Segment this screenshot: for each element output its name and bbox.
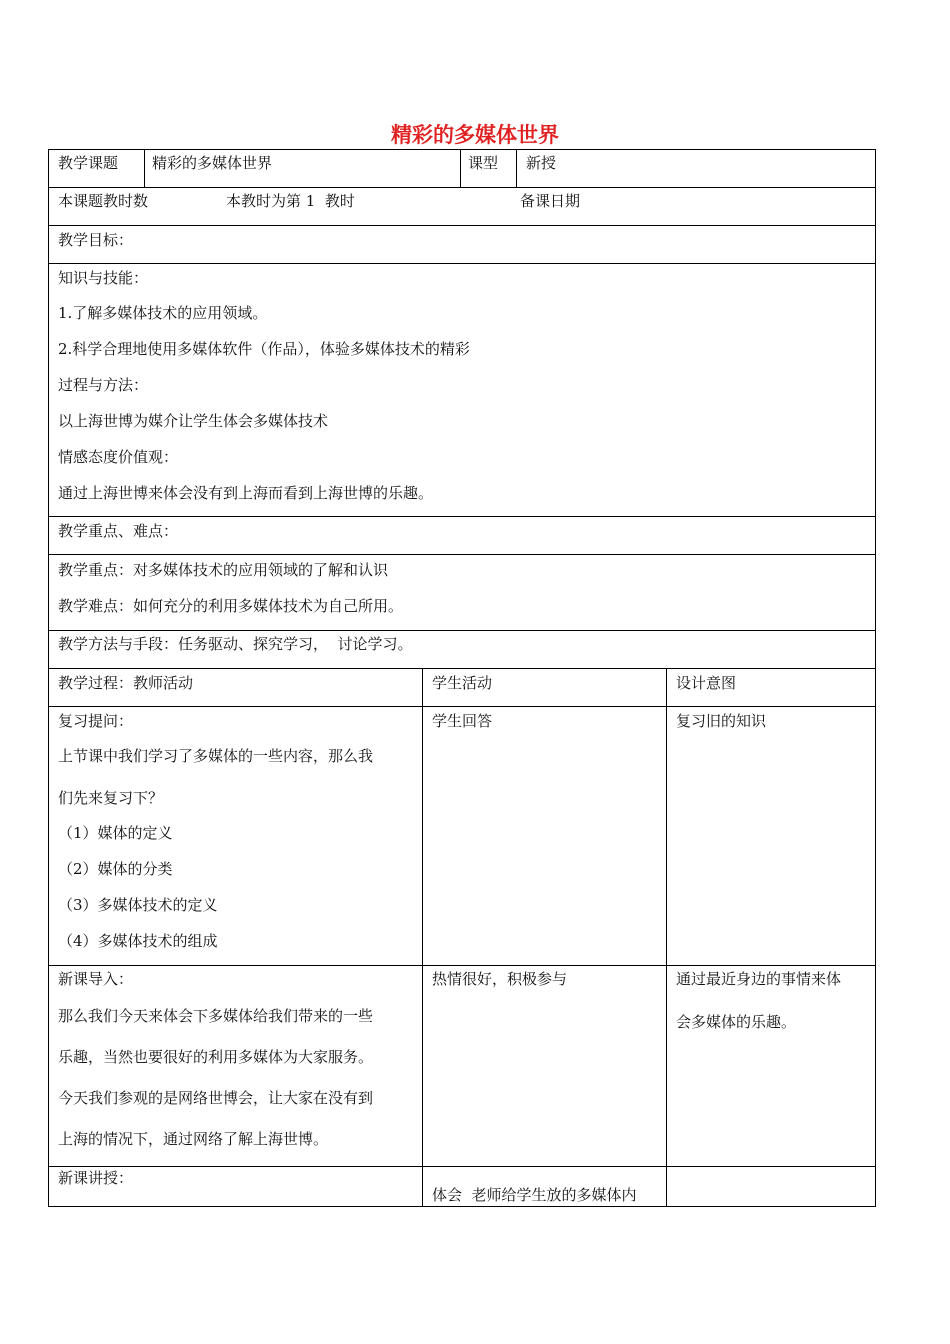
- objective-line: 通过上海世博来体会没有到上海而看到上海世博的乐趣。: [58, 484, 434, 502]
- total-hours-label: 本课题教时数: [58, 192, 149, 210]
- table-rule: [875, 149, 876, 1207]
- table-rule: [48, 225, 876, 226]
- intro-teacher-line: 新课导入：: [58, 970, 134, 988]
- intro-student-activity: 热情很好，积极参与: [432, 970, 568, 988]
- table-rule: [48, 1206, 876, 1207]
- table-rule: [516, 149, 517, 187]
- table-rule: [48, 668, 876, 669]
- lecture-teacher-line: 新课讲授：: [58, 1169, 134, 1187]
- review-teacher-line: （1）媒体的定义: [58, 824, 173, 842]
- table-rule: [48, 630, 876, 631]
- review-teacher-line: （2）媒体的分类: [58, 860, 173, 878]
- course-topic-label: 教学课题: [58, 154, 119, 172]
- lesson-type-label: 课型: [468, 154, 499, 172]
- objective-line: 以上海世博为媒介让学生体会多媒体技术: [58, 412, 329, 430]
- review-teacher-line: （4）多媒体技术的组成: [58, 932, 218, 950]
- table-rule: [144, 149, 145, 187]
- objective-line: 过程与方法：: [58, 376, 149, 394]
- table-rule: [666, 668, 667, 1207]
- intro-teacher-line: 那么我们今天来体会下多媒体给我们带来的一些: [58, 1007, 374, 1025]
- table-rule: [48, 516, 876, 517]
- intro-design-intent-line: 通过最近身边的事情来体: [676, 970, 842, 988]
- key-points-header: 教学重点、难点：: [58, 522, 179, 540]
- review-teacher-line: 上节课中我们学习了多媒体的一些内容，那么我: [58, 747, 374, 765]
- prep-date-label: 备课日期: [520, 192, 581, 210]
- table-rule: [48, 149, 49, 1207]
- key-point-line: 教学难点：如何充分的利用多媒体技术为自己所用。: [58, 597, 404, 615]
- table-rule: [48, 965, 876, 966]
- table-rule: [48, 149, 876, 150]
- table-rule: [422, 668, 423, 1207]
- current-lesson-label: 本教时为第 1 教时: [226, 192, 355, 210]
- intro-teacher-line: 乐趣，当然也要很好的利用多媒体为大家服务。: [58, 1048, 374, 1066]
- review-design-intent: 复习旧的知识: [676, 712, 767, 730]
- intro-design-intent-line: 会多媒体的乐趣。: [676, 1013, 797, 1031]
- table-rule: [48, 263, 876, 264]
- table-rule: [48, 187, 876, 188]
- key-point-line: 教学重点：对多媒体技术的应用领域的了解和认识: [58, 561, 389, 579]
- course-topic-value: 精彩的多媒体世界: [152, 154, 273, 172]
- objective-line: 2.科学合理地使用多媒体软件（作品），体验多媒体技术的精彩: [58, 340, 470, 358]
- table-rule: [48, 1166, 876, 1167]
- objective-line: 情感态度价值观：: [58, 448, 179, 466]
- process-intent-header: 设计意图: [676, 674, 737, 692]
- objective-line: 知识与技能：: [58, 269, 149, 287]
- process-student-header: 学生活动: [432, 674, 493, 692]
- intro-teacher-line: 今天我们参观的是网络世博会，让大家在没有到: [58, 1089, 374, 1107]
- teaching-methods: 教学方法与手段：任务驱动、探究学习， 讨论学习。: [58, 635, 413, 653]
- table-rule: [48, 554, 876, 555]
- review-teacher-line: 们先来复习下？: [58, 789, 164, 807]
- objectives-header: 教学目标：: [58, 231, 134, 249]
- objective-line: 1.了解多媒体技术的应用领域。: [58, 304, 268, 322]
- document-title: 精彩的多媒体世界: [391, 122, 559, 147]
- table-rule: [48, 706, 876, 707]
- table-rule: [460, 149, 461, 187]
- review-teacher-line: 复习提问：: [58, 712, 134, 730]
- lecture-student-activity: 体会 老师给学生放的多媒体内: [432, 1186, 637, 1204]
- review-student-activity: 学生回答: [432, 712, 493, 730]
- review-teacher-line: （3）多媒体技术的定义: [58, 896, 218, 914]
- lesson-type-value: 新授: [526, 154, 557, 172]
- process-teacher-header: 教学过程：教师活动: [58, 674, 194, 692]
- intro-teacher-line: 上海的情况下，通过网络了解上海世博。: [58, 1130, 329, 1148]
